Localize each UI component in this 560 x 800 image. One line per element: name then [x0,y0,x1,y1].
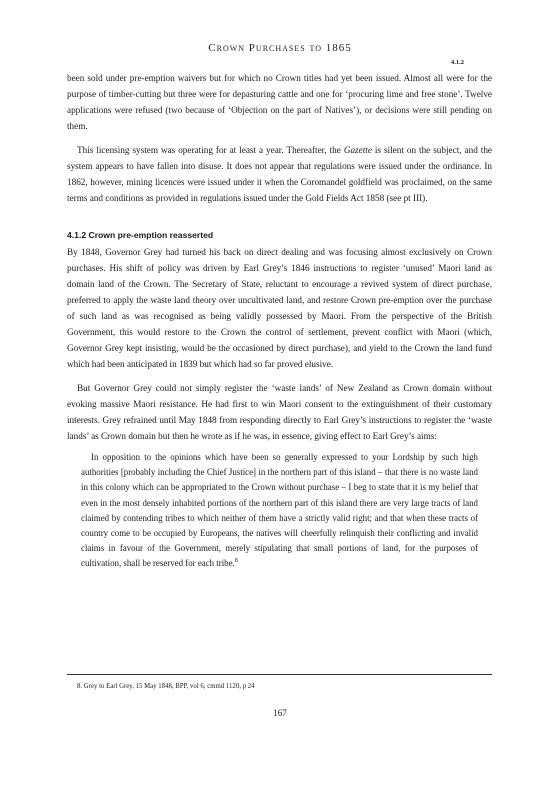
section-number: 4.1.2 [451,59,464,66]
page-number: 167 [273,708,287,718]
paragraph-4: But Governor Grey could not simply register the ‘waste lands’ of New Zealand as Crown domain without evoking massive Maori resistance. He had first to win Maori consent to the extinguishment of their customary interests. Grey refrained until May 1848 from responding directly to Earl Grey’s instructions to register the ‘waste lands’ as Crown domain but then he wrote as if he was, in essence, giving effect to Earl Grey’s aims: [67,383,492,441]
paragraph-2-part-b: is silent on the subject, and the system appears to have fallen into disuse. It does not appear that regulations were issued under the ordinance. In 1862, however, mining licences were issued under it when the Coromandel goldfield was proclaimed, on the same terms and conditions as provided in regulations issued under the Gold Fields Act 1858 (see pt III). [67,145,492,203]
block-quote [81,450,478,572]
paragraph-1: been sold under pre-emption waivers but for which no Crown titles had yet been issued. Almost all were for the purpose of timber-cutting but three were for depasturing cattle and one for ‘procuring lime and free stone’. Twelve applications were refused (two because of ‘Objection on the part of Natives’), or decisions were still pending on them. [67,73,492,131]
running-head: Crown Purchases to 1865 [208,42,352,54]
paragraph-2-part-a: This licensing system was operating for at least a year. Thereafter, the [77,145,344,155]
paragraph-2 [67,142,492,206]
paragraph-3: By 1848, Governor Grey had turned his back on direct dealing and was focusing almost exclusively on Crown purchases. His shift of policy was driven by Earl Grey’s 1846 instructions to register ‘unused’ Maori land as domain land of the Crown. The Secretary of State, reluctant to encourage a revived system of direct purchase, preferred to apply the waste land theory over uncultivated land, and restore Crown pre-emption over the purchase of such land as was recognised as being validly possessed by Maori. From the perspective of the British Government, this would restore to the Crown the control of settlement, prevent conflict with Maori (which, Governor Grey kept insisting, would be the occasioned by direct purchase), and yield to the Crown the land fund which had been anticipated in 1839 but which had so far proved elusive. [67,247,492,369]
section-heading: 4.1.2 Crown pre-emption reasserted [67,230,214,240]
footnote-reference[interactable]: 8 [234,558,238,565]
gazette-italic: Gazette [343,145,372,155]
footnote-divider [67,674,492,675]
block-quote-text [81,450,478,572]
body-text [67,70,492,572]
footnote: 8. Grey to Earl Grey, 15 May 1848, BPP, vol 6, cmmd 1120, p 24 [77,683,255,690]
quote-text: In opposition to the opinions which have been so generally expressed to your Lordship by such high authorities [probably including the Chief Justice] in the northern part of this island – that there is no waste land in this colony which can be appropriated to the Crown without purchase – I beg to state that it is my belief that even in the most densely inhabited portions of the northern part of this island there are very large tracts of land claimed by contending tribes to which neither of them have a strictly valid right; and that when these tracts of country come to be occupied by Europeans, the natives will cheerfully relinquish their conflicting and invalid claims in favour of the Government, merely stipulating that small portions of land, for the purposes of cultivation, shall be reserved for each tribe. [81,452,478,569]
